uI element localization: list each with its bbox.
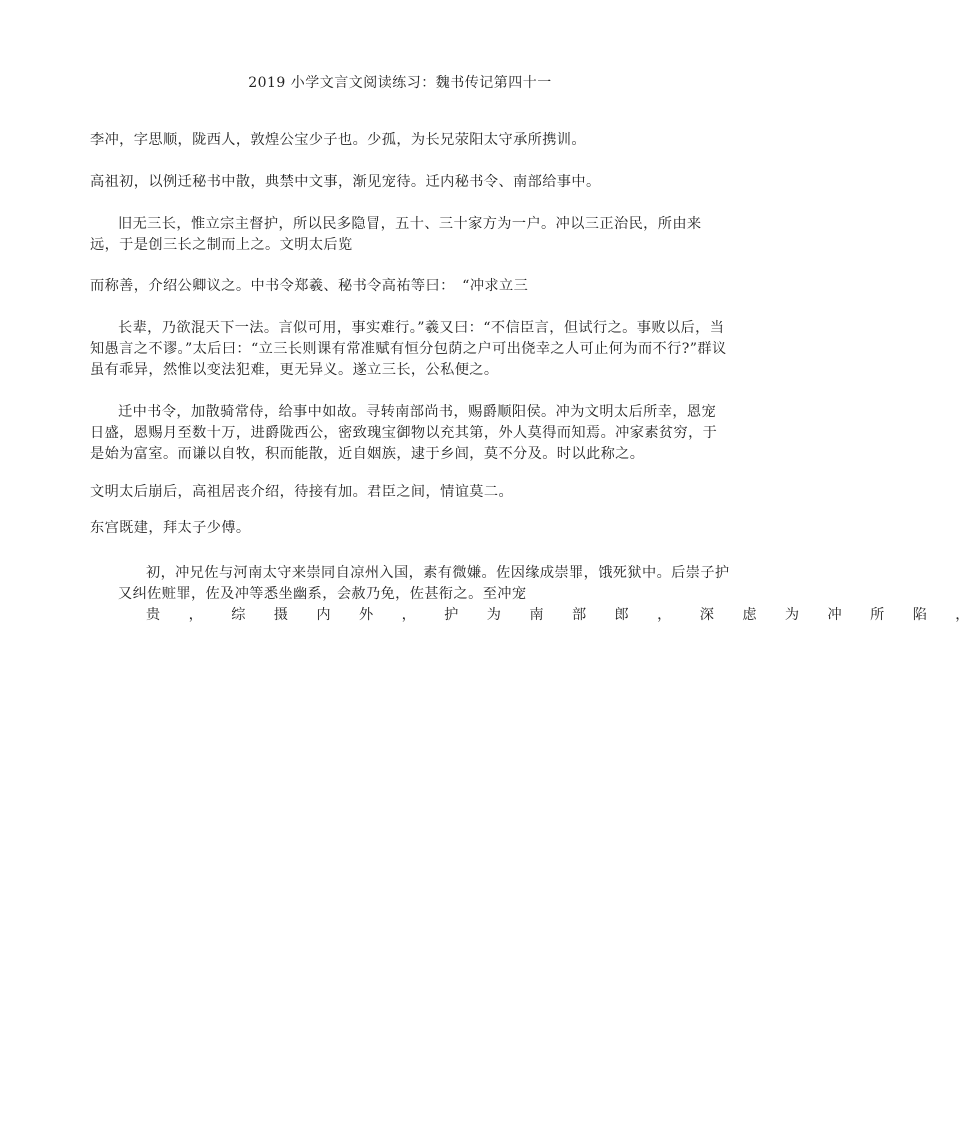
paragraph-6: 迁中书令，加散骑常侍，给事中如故。寻转南部尚书，赐爵顺阳侯。冲为文明太后所幸，恩宠日盛，恩赐月至数十万，进爵陇西公，密致瑰宝御物以充其第，外人莫得而知焉。冲家素贫穷，于是始为富室。而谦以自牧，积而能散，近自姻族，逮于乡闾，莫不分及。时以此称之。: [90, 404, 718, 462]
paragraph-9: 初，冲兄佐与河南太守来崇同自凉州入国，素有微嫌。佐因缘成崇罪，饿死狱中。后崇子护又纠佐赃罪，佐及冲等悉坐幽系，会赦乃免，佐甚衔之。至冲宠: [118, 565, 730, 602]
spread-char: 综: [231, 607, 246, 623]
spread-char: ，: [955, 607, 970, 623]
spread-char: 冲: [827, 607, 843, 623]
spread-char: ，: [401, 607, 417, 623]
paragraph-7: 文明太后崩后，高祖居丧介绍，待接有加。君臣之间，情谊莫二。: [90, 484, 514, 500]
spread-char: 部: [571, 607, 587, 623]
paragraph-10: [118, 605, 970, 626]
spread-char: 摄: [273, 607, 289, 623]
spread-char: 深: [699, 607, 715, 623]
spread-char: 为: [784, 607, 800, 623]
spread-char: 郎: [614, 607, 630, 623]
spread-char: 陷: [912, 607, 928, 623]
spread-char: 为: [486, 607, 502, 623]
document-title: 2019 小学文言文阅读练习：魏书传记第四十一: [248, 75, 552, 91]
paragraph-5: 长辈，乃欲混天下一法。言似可用，事实难行。”羲又曰：“不信臣言，但试行之。事败以后，当知愚言之不谬。”太后曰：“立三长则课有常准赋有恒分包荫之户可出侥幸之人可止何为而不行?”群议虽有乖异，然惟以变法犯难，更无异义。遂立三长，公私便之。: [90, 320, 727, 378]
paragraph-1: 李冲，字思顺，陇西人，敦煌公宝少子也。少孤，为长兄荥阳太守承所携训。: [90, 132, 586, 148]
spread-char: 所: [870, 607, 885, 623]
spread-char: 护: [444, 607, 459, 623]
paragraph-4: 而称善，介绍公卿议之。中书令郑羲、秘书令高祐等曰： “冲求立三: [90, 278, 529, 294]
paragraph-2: 高祖初，以例迁秘书中散，典禁中文事，渐见宠待。迁内秘书令、南部给事中。: [90, 174, 601, 190]
spread-char: 贵: [146, 607, 161, 623]
paragraph-8: 东宫既建，拜太子少傅。: [90, 520, 251, 536]
spread-char: ，: [188, 607, 204, 623]
spread-char: ，: [657, 607, 672, 623]
spread-char: 内: [316, 607, 331, 623]
spread-char: 虑: [742, 607, 757, 623]
paragraph-3: 旧无三长，惟立宗主督护，所以民多隐冒，五十、三十家方为一户。冲以三正治民，所由来远，于是创三长之制而上之。文明太后览: [90, 216, 702, 253]
spread-char: 南: [529, 607, 544, 623]
spread-char: 外: [358, 607, 374, 623]
